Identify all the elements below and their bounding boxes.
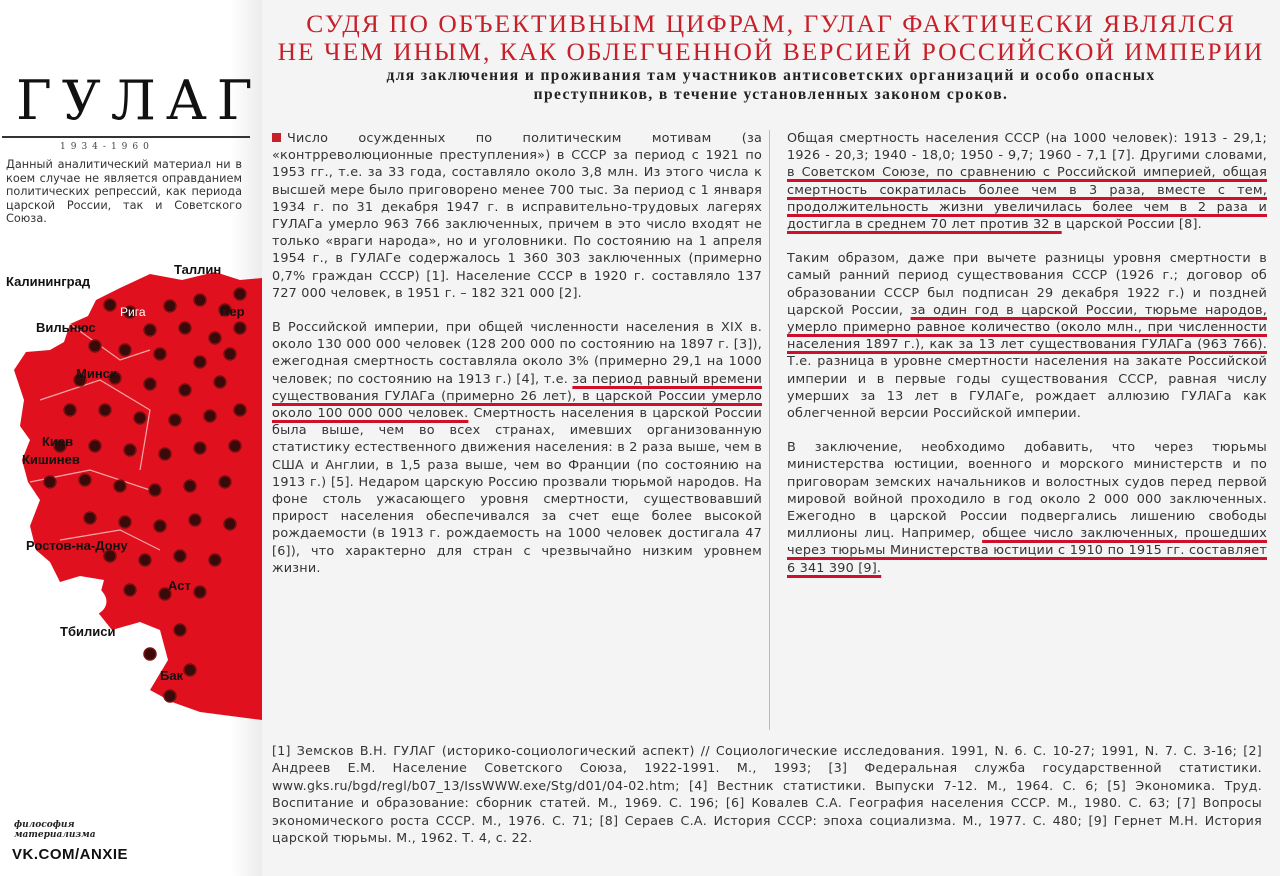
city-rostov: Ростов-на-Дону <box>26 538 128 553</box>
col2-p2-text-a: Таким образом, даже при вычете разницы уровня смертности в самый ранний период существования СССР (1926 г.; договор об образовании СССР был подписан 29 декабря 1922 г.) и поздней царской России, <box>787 251 1267 318</box>
camp-marker-icon <box>174 550 186 562</box>
col2-p1-highlight: в Советском Союзе, по сравнению с Российской империей, общая смертность сократилась более чем в 3 раза, вместе с тем, продолжительность жизни увеличилась более чем в 2 раза и достигла в среднем 70 лет против 32 в <box>787 165 1267 233</box>
city-bak: Бак <box>160 668 184 683</box>
camp-marker-icon <box>194 294 206 306</box>
camp-marker-icon <box>44 476 56 488</box>
subtitle-line-1: для заключения и проживания там участников антисоветских организаций и особо опасных <box>386 67 1156 84</box>
camp-marker-icon <box>194 356 206 368</box>
camp-marker-icon <box>134 412 146 424</box>
column-divider <box>769 130 770 730</box>
camp-marker-icon <box>89 440 101 452</box>
camp-marker-icon <box>209 332 221 344</box>
camp-marker-icon <box>169 414 181 426</box>
camp-marker-icon <box>159 448 171 460</box>
camp-marker-icon <box>194 442 206 454</box>
col2-p3-text-a: В заключение, необходимо добавить, что через тюрьмы министерства юстиции, военного и морского министерств и по приговорам земских начальников и волостных судов перед первой мировой войной проходило в год около 2 000 000 заключенных. Ежегодно в царской России подвергались лишению свободы миллионы лиц. Например, <box>787 440 1267 542</box>
camp-marker-icon <box>124 444 136 456</box>
camp-marker-icon <box>119 344 131 356</box>
city-kaliningrad: Калининград <box>6 274 91 289</box>
red-bullet-icon <box>272 133 281 142</box>
col2-p2-highlight: за один год в царской России, тюрьме народов, умерло примерно равное количество (около млн., при численности населения 1897 г.), как за 13 лет существования ГУЛАГа (963 766). <box>787 302 1267 353</box>
camp-marker-icon <box>234 322 246 334</box>
camp-marker-icon <box>119 516 131 528</box>
camp-marker-icon <box>194 586 206 598</box>
col1-p2-highlight: за период равный времени существования ГУЛАГа (примерно 26 лет), в царской России умерло около 100 000 000 человек. <box>272 371 762 422</box>
city-kiev: Киев <box>42 434 74 449</box>
camp-marker-icon <box>164 300 176 312</box>
main-content <box>262 0 1280 876</box>
city-per: Пер <box>220 304 245 319</box>
camp-marker-icon <box>179 322 191 334</box>
col2-p3-highlight: общее число заключенных, прошедших через тюрьмы Министерства юстиции с 1910 по 1915 гг. составляет 6 341 390 [9]. <box>787 526 1267 576</box>
camp-marker-icon <box>124 584 136 596</box>
logo-line-1: философия <box>14 820 75 830</box>
column-right <box>787 130 1267 594</box>
camp-marker-icon <box>64 404 76 416</box>
camp-marker-icon <box>174 624 186 636</box>
camp-marker-icon <box>189 514 201 526</box>
camp-marker-icon <box>224 518 236 530</box>
city-astr: Аст <box>168 578 191 593</box>
camp-marker-icon <box>139 554 151 566</box>
references: [1] Земсков В.Н. ГУЛАГ (историко-социологический аспект) // Социологические исследования. 1991, N. 6. С. 10-27; 1991, N. 7. С. 3-16; [2] Андреев Е.М. Население Советского Союза, 1922-1991. М., 1993; [3] Федеральная служба государственной статистики. www.gks.ru/bgd/regl/b07_13/IssWWW.exe/Stg/d01/04-02.htm; [4] Вестник статистики. Выпуски 7-12. М., 1964. С. 6; [5] Экономика. Труд. Воспитание и образование: сборник статей. М., 1969. С. 196; [6] Ковалев С.А. География населения СССР. М., 1980. С. 63; [7] Вопросы экономического роста СССР. М., 1976. С. 71; [8] Сераев С.А. История СССР: эпоха социализма. М., 1977. С. 480; [9] Гернет М.Н. История царской тюрьмы. М., 1962. Т. 4, с. 22. <box>272 743 1262 846</box>
page-title <box>262 10 1280 66</box>
title-line-1: СУДЯ ПО ОБЪЕКТИВНЫМ ЦИФРАМ, ГУЛАГ ФАКТИЧЕСКИ ЯВЛЯЛСЯ <box>306 9 1236 38</box>
col1-p1-text: Число осужденных по политическим мотивам (за «контрреволюционные преступления») в СССР за период с 1921 по 1953 гг., т.е. за 33 года, составляло около 3,8 млн. Из этого числа к высшей мере было приговорено менее 700 тыс. За период с 1 января 1934 г. по 31 декабря 1947 г. в исправительно-трудовых лагерях ГУЛАГа умерло 963 766 заключенных, причем в это число входят не только «враги народа», но и уголовники. По состоянию на 1 апреля 1954 г., в ГУЛАГе содержалось 1 360 303 заключенных (примерно 0,7% граждан СССР) [1]. Население СССР в 1920 г. составляло 137 727 000 человек, в 1951 г. – 182 321 000 [2]. <box>272 131 762 301</box>
map-territory <box>14 272 262 720</box>
camp-marker-icon <box>209 554 221 566</box>
page-subtitle <box>262 66 1280 104</box>
camp-marker-icon <box>144 378 156 390</box>
intro-text: Данный аналитический материал ни в коем случае не является оправданием политических репрессий, как периода царской России, так и Советского Союза. <box>6 158 242 226</box>
title-line-2: НЕ ЧЕМ ИНЫМ, КАК ОБЛЕГЧЕННОЙ ВЕРСИЕЙ РОССИЙСКОЙ ИМПЕРИИ <box>277 37 1265 66</box>
col1-paragraph-1 <box>272 130 762 302</box>
col2-paragraph-2 <box>787 250 1267 422</box>
camp-marker-icon <box>104 299 116 311</box>
camp-marker-icon <box>184 664 196 676</box>
brand-title: ГУЛАГ <box>16 69 262 132</box>
col2-paragraph-1 <box>787 130 1267 233</box>
city-tbilisi: Тбилиси <box>60 624 116 639</box>
col1-paragraph-2 <box>272 319 762 577</box>
city-vilnius: Вильнюс <box>36 320 96 335</box>
col2-p2-text-b: Т.е. разница в уровне смертности населения на закате Российской империи и в первые годы существования СССР, равная числу умерших за 13 лет в ГУЛАГе, рождает аллюзию ГУЛАГа как облегченной версии Российской империи. <box>787 354 1267 422</box>
camp-marker-icon <box>219 476 231 488</box>
col2-p1-text-a: Общая смертность населения СССР (на 1000 человек): 1913 - 29,1; 1926 - 20,3; 1940 - 18,0; 1950 - 9,7; 1960 - 7,1 [7]. Другими словами, <box>787 131 1267 164</box>
city-riga: Рига <box>120 305 146 319</box>
camp-marker-icon <box>154 348 166 360</box>
camp-marker-icon <box>89 340 101 352</box>
logo-line-2: материализма <box>14 830 96 840</box>
col2-p1-text-b: царской России [8]. <box>1061 217 1202 233</box>
camp-marker-icon <box>114 480 126 492</box>
camp-marker-icon <box>184 480 196 492</box>
camp-marker-icon <box>224 348 236 360</box>
city-kishinev: Кишинев <box>22 452 80 467</box>
camp-marker-icon <box>79 474 91 486</box>
brand-years: 1934-1960 <box>60 142 154 152</box>
camp-marker-icon <box>144 324 156 336</box>
camp-marker-icon <box>234 404 246 416</box>
camp-marker-icon <box>229 440 241 452</box>
col2-paragraph-3 <box>787 439 1267 577</box>
sidebar <box>0 0 262 876</box>
camp-marker-icon <box>99 404 111 416</box>
camp-marker-icon <box>204 410 216 422</box>
camp-marker-icon <box>234 288 246 300</box>
camp-marker-icon <box>214 376 226 388</box>
logo-url: VK.COM/ANXIE <box>12 846 129 863</box>
subtitle-line-2: преступников, в течение установленных законом сроков. <box>533 86 1009 103</box>
col1-p2-text-a: В Российской империи, при общей численности населения в XIX в. около 130 000 000 человек (128 200 000 по состоянию на 1897 г. [3]), ежегодная смертность составляла около 3% (примерно 29,1 на 1000 человек; по состоянию на 1913 г.) [4], т.е. <box>272 320 762 387</box>
brand-divider <box>2 136 250 138</box>
camp-marker-icon <box>84 512 96 524</box>
camp-marker-icon <box>144 648 156 660</box>
logo-text <box>14 820 96 840</box>
map-sea <box>62 585 106 617</box>
camp-marker-icon <box>154 520 166 532</box>
city-tallin: Таллин <box>174 262 222 277</box>
city-minsk: Минск <box>76 366 117 381</box>
column-left <box>272 130 762 594</box>
col1-p2-text-b: Смертность населения в царской России была выше, чем во всех странах, имевших организованную статистику естественного движения населения: в 2 раза выше, чем в США и Англии, в 1,5 раза выше, чем во Франции (по состоянию на 1913 г.) [5]. Недаром царскую Россию прозвали тюрьмой народов. На фоне столь ужасающего уровня смертности, существовавший прирост населения обеспечивался за счет еще более высокой рождаемости (в 1913 г. рождаемость на 1000 человек достигала 47 [6]), что характерно для стран с чрезвычайно низким уровнем жизни. <box>272 406 762 576</box>
camp-marker-icon <box>164 690 176 702</box>
camp-marker-icon <box>149 484 161 496</box>
camp-marker-icon <box>179 384 191 396</box>
